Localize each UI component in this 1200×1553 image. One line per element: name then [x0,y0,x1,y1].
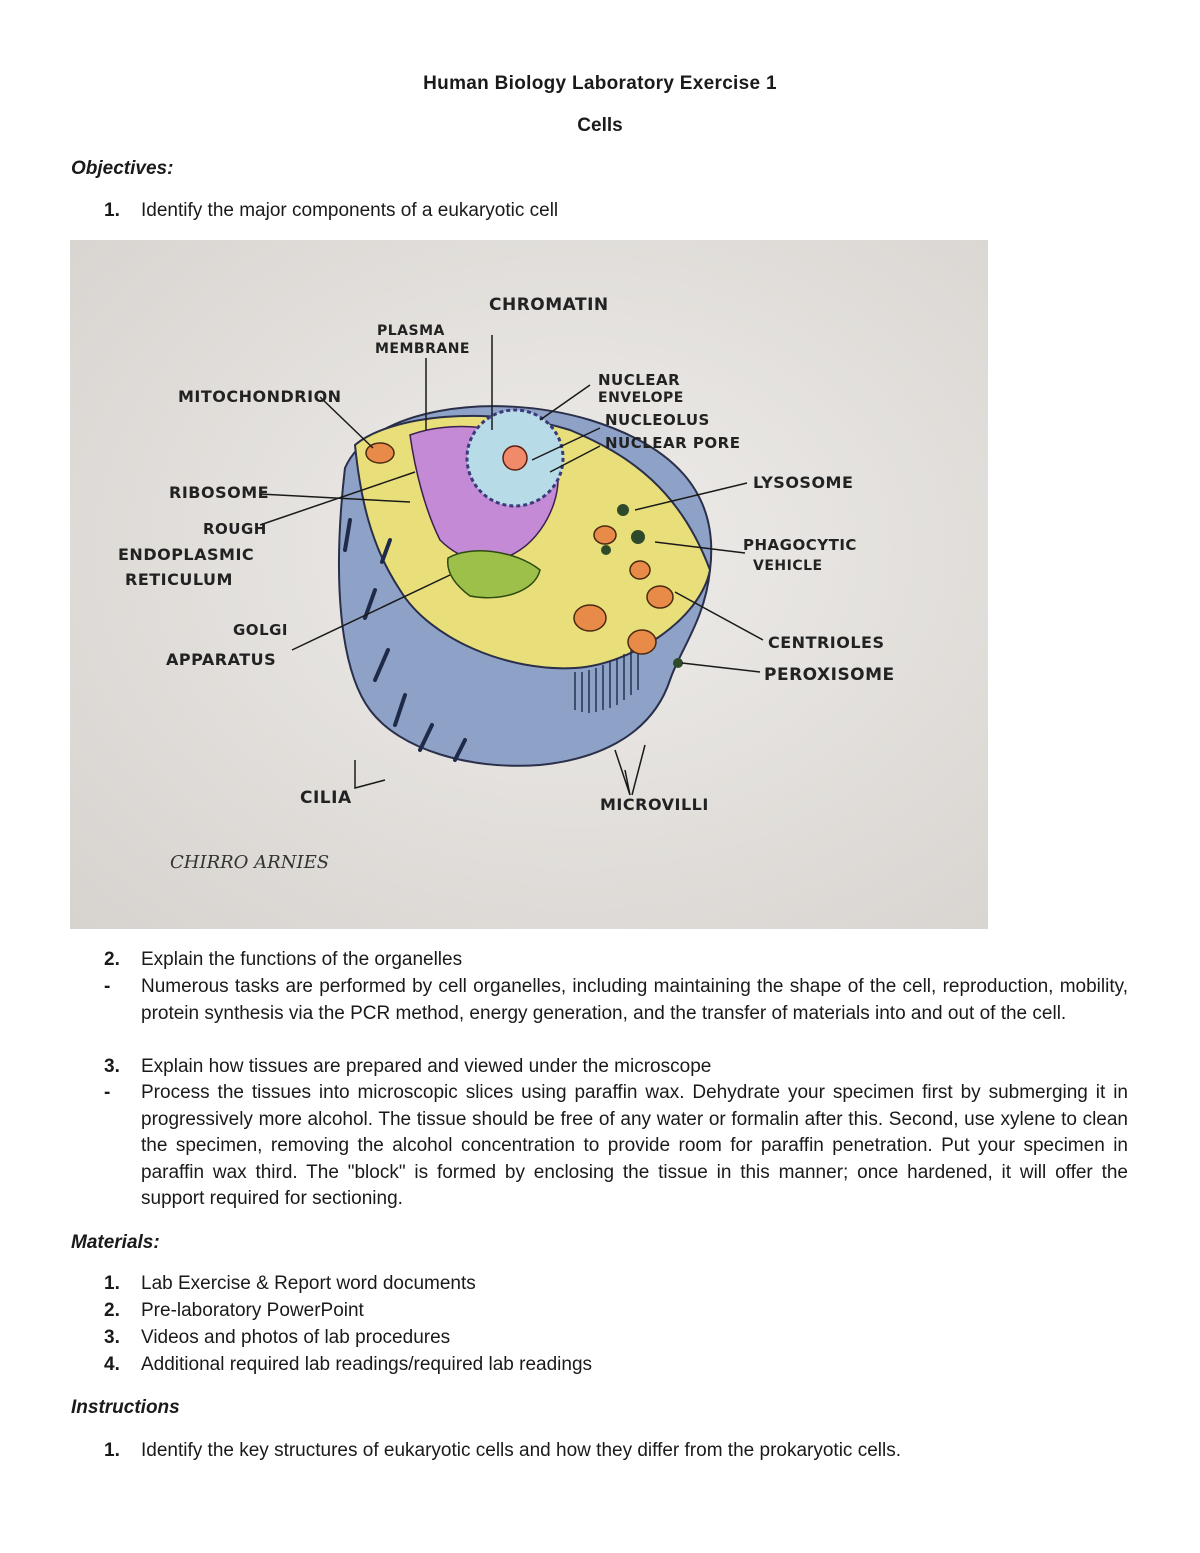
label-nuclear-pore: NUCLEAR PORE [605,434,741,452]
list-marker: 1. [104,1440,120,1461]
list-item-text: Explain how tissues are prepared and viewed under the microscope [141,1056,712,1077]
instructions-heading: Instructions [71,1397,180,1418]
label-plasma-membrane-2: MEMBRANE [375,341,470,357]
label-peroxisome: PEROXISOME [764,665,895,685]
objective-detail-2 [104,974,1128,1027]
material-item-1 [104,1271,1128,1298]
label-nuclear-envelope-2: ENVELOPE [598,390,684,406]
label-lysosome: LYSOSOME [753,473,854,492]
label-microvilli: MICROVILLI [600,795,709,814]
list-marker: 2. [104,1300,120,1321]
list-marker: 3. [104,1056,120,1077]
list-item-text: Videos and photos of lab procedures [141,1327,451,1348]
materials-heading: Materials: [71,1232,160,1253]
label-cilia: CILIA [300,788,352,808]
objective-item-2 [104,947,1128,974]
list-item-text: Process the tissues into microscopic slices using paraffin wax. Dehydrate your specimen first by submerging it in progressively more alcohol. The tissue should be free of any water or formalin after this. Second, use xylene to clean the specimen, removing the alcohol concentration to provide room for paraffin penetration. Put your specimen in paraffin wax third. The "block" is formed by enclosing the tissue in this manner; once hardened, it will offer the support required for sectioning. [141,1082,1128,1210]
label-golgi-2: APPARATUS [166,650,277,669]
list-item-text: Lab Exercise & Report word documents [141,1273,476,1294]
list-item-text: Explain the functions of the organelles [141,949,463,970]
material-item-4 [104,1352,1128,1379]
label-plasma-membrane-1: PLASMA [377,323,445,339]
list-marker: 4. [104,1354,120,1375]
label-rough-er-2: ENDOPLASMIC [118,545,255,564]
label-nucleolus: NUCLEOLUS [605,411,710,429]
objective-detail-3 [104,1080,1128,1213]
document-title: Human Biology Laboratory Exercise 1 [423,73,777,94]
label-centrioles: CENTRIOLES [768,633,885,652]
list-item-text: Pre-laboratory PowerPoint [141,1300,364,1321]
label-rough-er-3: RETICULUM [125,570,233,589]
label-phagocytic-2: VEHICLE [753,558,823,574]
material-item-2 [104,1298,1128,1325]
signature: CHIRRO ARNIES [170,852,330,873]
list-item-text: Identify the key structures of eukaryotic cells and how they differ from the prokaryotic cells. [141,1440,901,1461]
label-golgi-1: GOLGI [233,621,289,639]
label-ribosome: RIBOSOME [169,483,270,502]
list-item-text: Additional required lab readings/required lab readings [141,1354,593,1375]
list-marker: 3. [104,1327,120,1348]
objective-item-3 [104,1054,1128,1081]
list-marker: 2. [104,949,120,970]
objective-item-1 [104,198,1128,225]
instruction-item-1 [104,1438,1128,1465]
list-marker: - [104,1082,111,1103]
label-nuclear-envelope-1: NUCLEAR [598,371,681,389]
label-chromatin: CHROMATIN [489,295,609,315]
list-marker: 1. [104,200,120,221]
list-item-text: Identify the major components of a eukaryotic cell [141,200,559,221]
list-marker: 1. [104,1273,120,1294]
document-subtitle: Cells [577,115,623,136]
label-mitochondrion: MITOCHONDRION [178,387,342,406]
label-phagocytic-1: PHAGOCYTIC [743,536,857,554]
list-marker: - [104,976,111,997]
objectives-heading: Objectives: [71,158,174,179]
cell-diagram-photo [70,240,988,929]
list-item-text: Numerous tasks are performed by cell organelles, including maintaining the shape of the cell, reproduction, mobility, protein synthesis via the PCR method, energy generation, and the transfer of materials into and out of the cell. [141,976,1128,1024]
material-item-3 [104,1325,1128,1352]
label-rough-er-1: ROUGH [203,520,267,538]
